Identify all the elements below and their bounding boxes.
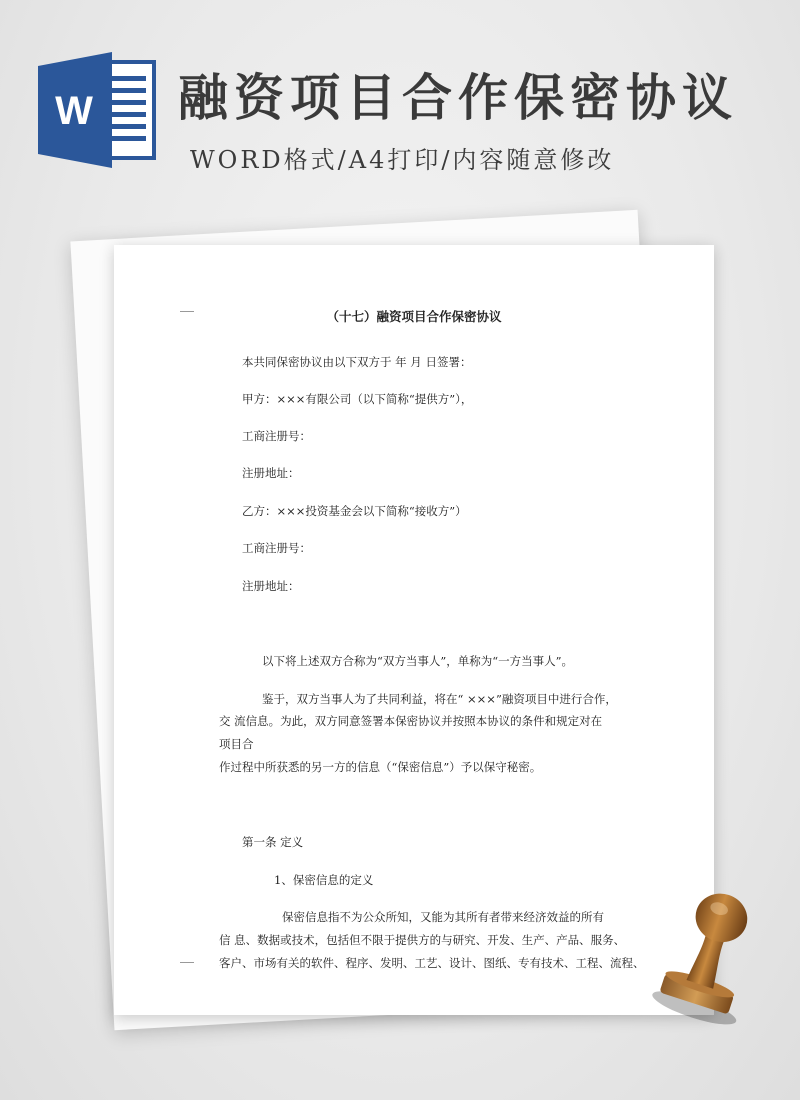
doc-line: 信 息、数据或技术，包括但不限于提供方的与研究、开发、生产、产品、服务、 (219, 933, 626, 947)
doc-line: 注册地址： (242, 466, 300, 480)
doc-line: 工商注册号： (242, 541, 311, 555)
doc-line: 注册地址： (242, 579, 300, 593)
doc-line: 工商注册号： (242, 429, 311, 443)
document-title: （十七）融资项目合作保密协议 (326, 309, 502, 324)
document-body (114, 245, 714, 1015)
doc-line: 交 流信息。为此，双方同意签署本保密协议并按照本协议的条件和规定对在 (219, 714, 603, 728)
word-icon (38, 52, 160, 168)
header (0, 0, 800, 200)
document-page (114, 245, 714, 1015)
page-title: 融资项目合作保密协议 (178, 69, 738, 127)
section-heading: 第一条 定义 (242, 835, 304, 849)
doc-line: 项目合 (219, 737, 254, 751)
page-subtitle: WORD格式/A4打印/内容随意修改 (190, 146, 615, 174)
doc-line: 甲方：×××有限公司（以下简称“提供方”）， (242, 392, 473, 406)
wooden-stamp-icon (650, 878, 770, 1028)
doc-line: 鉴于，双方当事人为了共同利益，将在“ ×××”融资项目中进行合作， (262, 692, 617, 706)
subsection-heading: 1、保密信息的定义 (274, 873, 374, 887)
svg-text:W: W (55, 89, 93, 133)
doc-line: 保密信息指不为公众所知，又能为其所有者带来经济效益的所有 (282, 910, 604, 924)
doc-line: 作过程中所获悉的另一方的信息（“保密信息”）予以保守秘密。 (219, 760, 542, 774)
doc-line: 本共同保密协议由以下双方于 年 月 日签署： (242, 355, 472, 369)
doc-line: 以下将上述双方合称为“双方当事人”，单称为“一方当事人”。 (262, 654, 574, 668)
doc-line: 客户、市场有关的软件、程序、发明、工艺、设计、图纸、专有技术、工程、流程、 (219, 956, 645, 970)
doc-line: 乙方：×××投资基金会以下简称“接收方”） (242, 504, 467, 518)
